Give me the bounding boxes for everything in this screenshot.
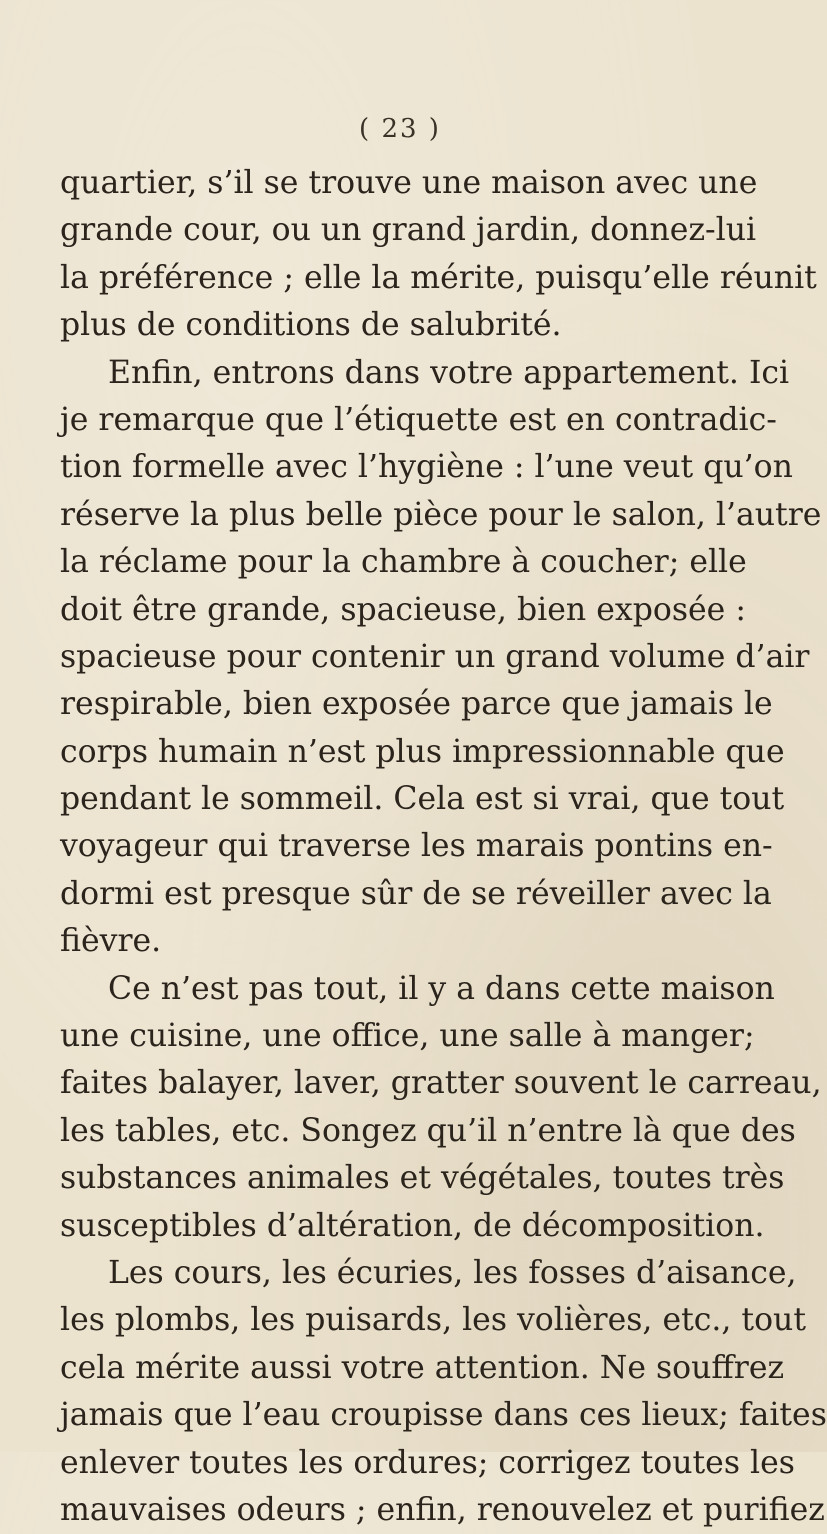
text-line: cela mérite aussi votre attention. Ne souffrez (60, 1349, 785, 1386)
text-line: les plombs, les puisards, les volières, etc., tout (60, 1302, 806, 1339)
text-line: quartier, s’il se trouve une maison avec une (60, 165, 758, 201)
text-line: dormi est presque sûr de se réveiller avec la (60, 875, 772, 912)
text-line: faites balayer, laver, gratter souvent le carreau, (60, 1065, 822, 1102)
paragraph-start-line: Enfin, entrons dans votre appartement. Ici (108, 354, 790, 391)
paragraph-start-line: Les cours, les écuries, les fosses d’aisance, (108, 1254, 797, 1291)
text-line: spacieuse pour contenir un grand volume d’air (60, 638, 810, 675)
text-line: voyageur qui traverse les marais pontins en- (60, 828, 773, 865)
text-line: mauvaises odeurs ; enfin, renouvelez et purifiez (60, 1491, 825, 1528)
text-line: substances animales et végétales, toutes très (60, 1160, 785, 1197)
text-line: je remarque que l’étiquette est en contradic- (60, 401, 777, 438)
text-line: enlever toutes les ordures; corrigez toutes les (60, 1444, 795, 1481)
text-line: fièvre. (60, 923, 162, 960)
text-line: la préférence ; elle la mérite, puisqu’elle réunit (60, 259, 817, 296)
text-line: grande cour, ou un grand jardin, donnez-lui (60, 212, 757, 249)
text-line: susceptibles d’altération, de décomposition. (60, 1207, 765, 1244)
text-line: jamais que l’eau croupisse dans ces lieux; faites (60, 1397, 827, 1434)
text-line: pendant le sommeil. Cela est si vrai, que tout (60, 781, 785, 818)
text-line: plus de conditions de salubrité. (60, 307, 562, 344)
text-line: tion formelle avec l’hygiène : l’une veut qu’on (60, 449, 793, 486)
text-line: réserve la plus belle pièce pour le salon, l’autre (60, 496, 822, 533)
text-line: corps humain n’est plus impressionnable que (60, 733, 785, 770)
text-line: respirable, bien exposée parce que jamais le (60, 686, 773, 723)
text-line: doit être grande, spacieuse, bien exposée : (60, 591, 746, 628)
text-line: les tables, etc. Songez qu’il n’entre là que des (60, 1112, 796, 1149)
page-number: ( 23 ) (359, 114, 441, 144)
paragraph-start-line: Ce n’est pas tout, il y a dans cette maison (108, 970, 775, 1007)
text-line: une cuisine, une office, une salle à manger; (60, 1018, 755, 1055)
text-line: la réclame pour la chambre à coucher; elle (60, 544, 747, 581)
body-text (60, 160, 827, 1534)
